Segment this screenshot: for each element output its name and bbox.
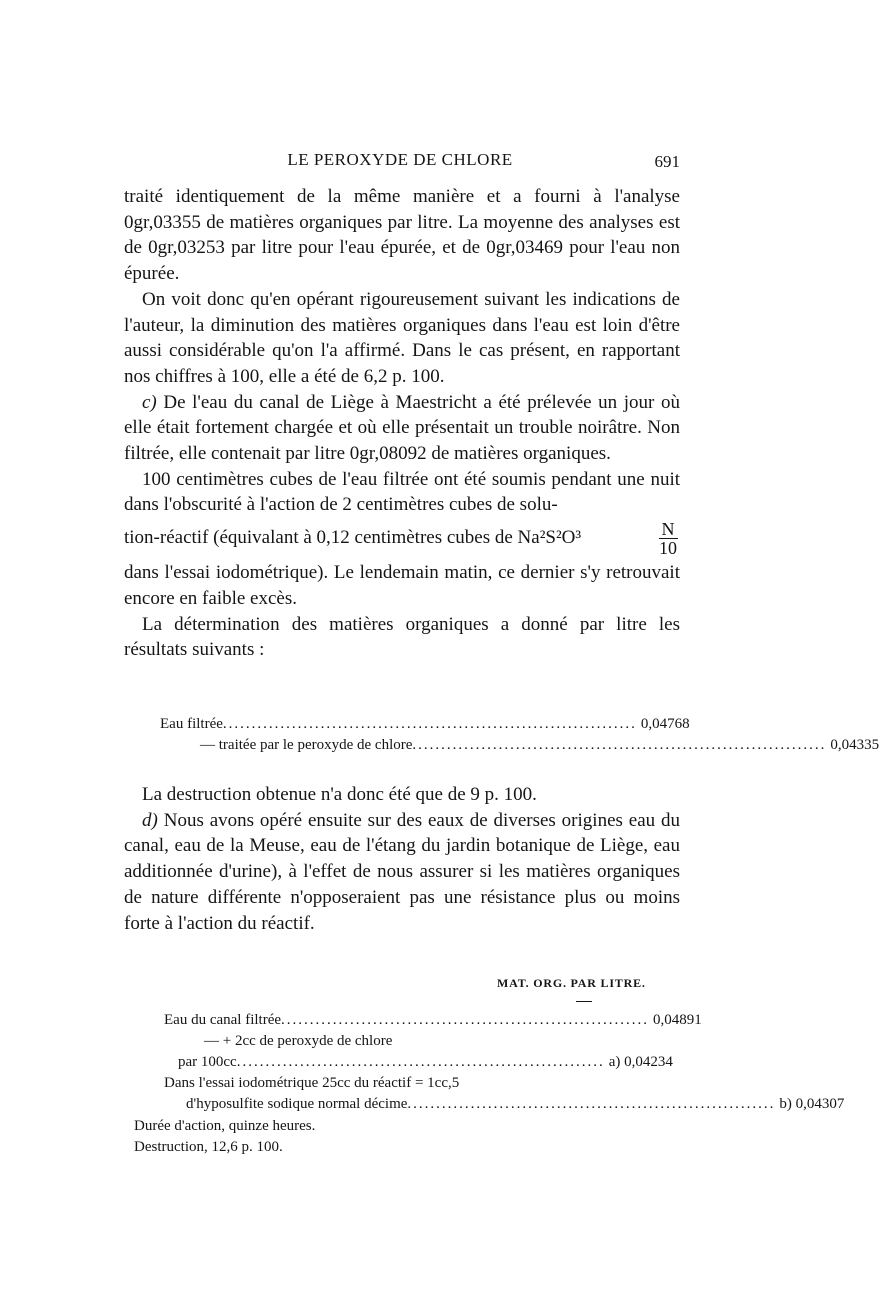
main-text	[124, 184, 680, 663]
page-number: 691	[654, 152, 680, 171]
row-label: Eau du canal filtrée	[164, 1012, 282, 1028]
duration-note: Durée d'action, quinze heures.	[134, 1118, 316, 1134]
paragraph-5: La détermination des matières organiques a donné par litre les résultats suivants :	[124, 613, 680, 661]
paragraph-7	[124, 808, 680, 937]
column-header: MAT. ORG. PAR LITRE.	[497, 976, 646, 990]
results-table-2	[164, 1012, 845, 1117]
leader-dots: ................................................................	[407, 1096, 776, 1112]
leader-dots: ........................................................................	[222, 716, 637, 732]
row-value: 0,04891	[653, 1012, 702, 1028]
row-label: Dans l'essai iodométrique 25cc du réactif = 1cc,5	[164, 1075, 460, 1091]
row-label: Eau filtrée	[160, 716, 223, 732]
leader-dots: ................................................................	[236, 1054, 605, 1070]
paragraph-7-label: d)	[142, 809, 158, 831]
destruction-note: Destruction, 12,6 p. 100.	[134, 1139, 283, 1155]
row-value: 0,04768	[640, 716, 690, 732]
table-row	[164, 1033, 636, 1054]
paragraph-2: On voit donc qu'en opérant rigoureusement suivant les indications de l'auteur, la diminution des matières organiques dans l'eau est loin d'être aussi considérable qu'on l'a affirmé. Dans le cas présent, en rapportant nos chiffres à 100, elle a été de 6,2 p. 100.	[124, 288, 680, 387]
fraction-numerator: N	[659, 520, 678, 539]
table-row	[164, 1096, 845, 1117]
results-table-1	[160, 716, 879, 758]
formula-line	[124, 516, 680, 560]
table-row	[164, 1075, 636, 1096]
page-header	[120, 146, 680, 176]
row-value: a) 0,04234	[608, 1054, 673, 1070]
row-value: b) 0,04307	[779, 1096, 845, 1112]
row-value: 0,04335	[830, 737, 879, 753]
paragraph-3-text: De l'eau du canal de Liège à Maestricht a été prélevée un jour où elle était fortement chargée et où elle présentait un trouble noirâtre. Non filtrée, elle contenait par litre 0gr,08092 de matières organiques.	[124, 391, 680, 465]
table-row	[160, 716, 690, 737]
paragraph-3-label: c)	[142, 391, 157, 413]
table-row	[164, 1054, 673, 1075]
paragraph-7-text: Nous avons opéré ensuite sur des eaux de diverses origines eau du canal, eau de la Meuse, eau de l'étang du jardin botanique de Liège, eau additionnée d'urine), à l'effet de nous assurer si les matières organiques de nature différente n'opposeraient pas une résistance plus ou moins forte à l'action du réactif.	[124, 809, 681, 934]
row-label: — + 2cc de peroxyde de chlore	[204, 1033, 393, 1049]
row-label: par 100cc	[178, 1054, 237, 1070]
leader-dots: ........................................................................	[412, 737, 827, 753]
paragraph-4b: dans l'essai iodométrique). Le lendemain matin, ce dernier s'y retrouvait encore en faible excès.	[124, 562, 680, 609]
paragraph-1: traité identiquement de la même manière et a fourni à l'analyse 0gr,03355 de matières organiques par litre. La moyenne des analyses est de 0gr,03253 par litre pour l'eau épurée, et de 0gr,03469 pour l'eau non épurée.	[124, 186, 680, 285]
fraction-n-over-10	[656, 520, 680, 557]
formula-text: tion-réactif (équivalant à 0,12 centimètres cubes de Na²S²O³	[124, 527, 582, 549]
leader-dots: ................................................................	[281, 1012, 650, 1028]
paragraph-4a: 100 centimètres cubes de l'eau filtrée ont été soumis pendant une nuit dans l'obscurité à l'action de 2 centimètres cubes de solu-	[124, 468, 680, 516]
row-label: d'hyposulfite sodique normal décime	[186, 1096, 408, 1112]
row-label: — traitée par le peroxyde de chlore	[200, 737, 413, 753]
section-d-text	[124, 782, 680, 936]
table-row	[164, 1012, 702, 1033]
running-head: LE PEROXYDE DE CHLORE	[287, 150, 513, 169]
column-rule	[576, 1001, 592, 1002]
paragraph-6: La destruction obtenue n'a donc été que de 9 p. 100.	[142, 784, 537, 805]
table-row	[160, 737, 879, 758]
fraction-denominator: 10	[659, 537, 677, 558]
paragraph-3	[124, 390, 680, 467]
